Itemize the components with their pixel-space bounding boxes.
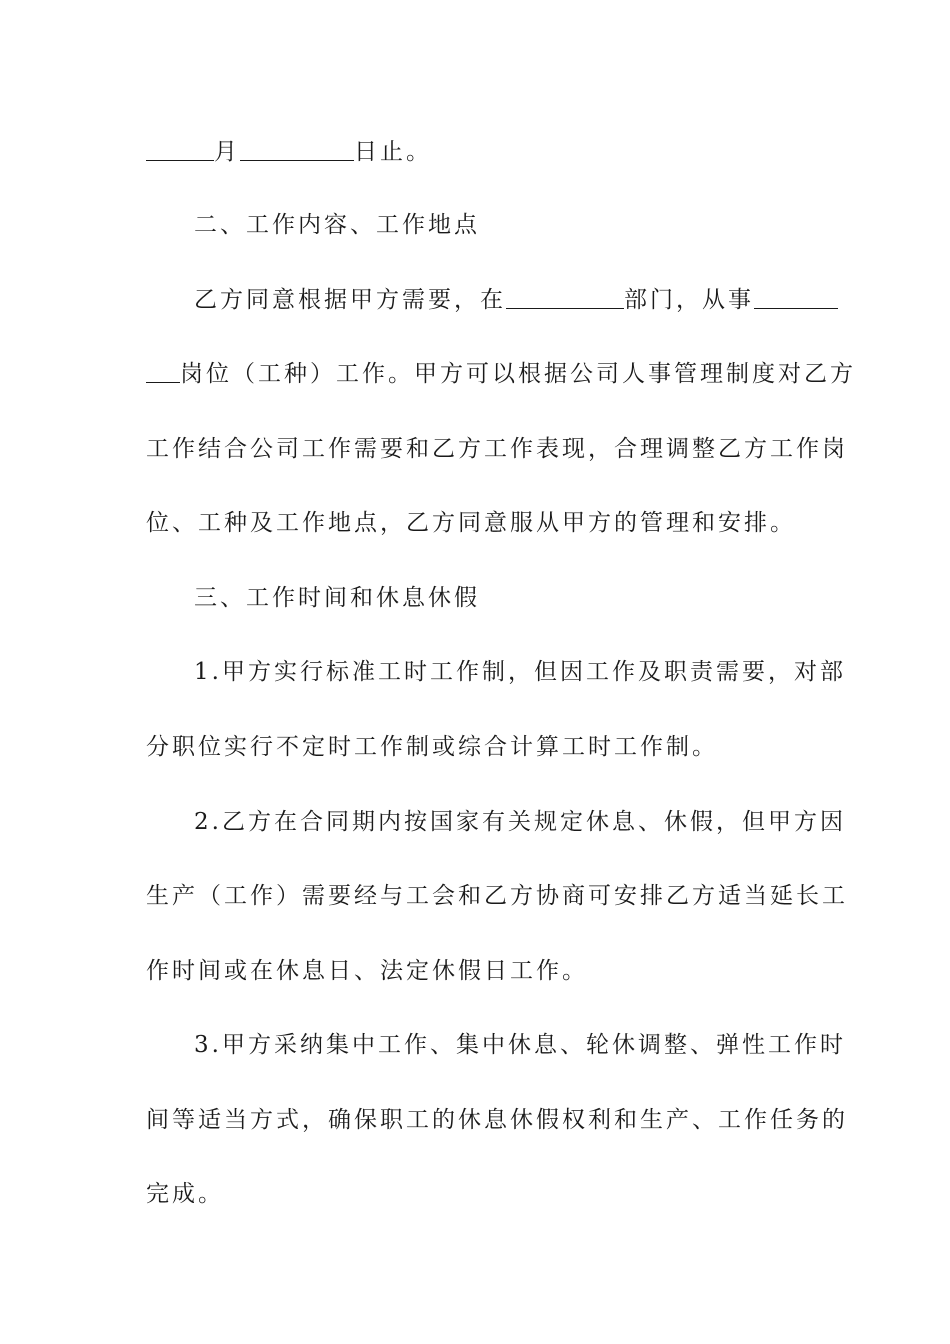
item2-line1: 2.乙方在合同期内按国家有关规定休息、休假，但甲方因 [194, 809, 846, 835]
month-label: 月 [214, 139, 240, 165]
item2-line2: 生产（工作）需要经与工会和乙方协商可安排乙方适当延长工 [146, 883, 848, 909]
section-heading-2: 二、工作内容、工作地点 [194, 212, 480, 238]
para2-text-b: 部门，从事 [624, 287, 754, 313]
position-blank-start [754, 286, 838, 309]
day-blank [240, 138, 354, 161]
item3-line1: 3.甲方采纳集中工作、集中休息、轮休调整、弹性工作时 [194, 1032, 846, 1058]
item2-line3: 作时间或在休息日、法定休假日工作。 [146, 958, 588, 984]
date-end-line [146, 132, 816, 172]
item1-line1: 1.甲方实行标准工时工作制，但因工作及职责需要，对部 [194, 659, 846, 685]
item3-line3: 完成。 [146, 1181, 224, 1207]
day-end-label: 日止。 [354, 139, 432, 165]
para2-line4: 位、工种及工作地点，乙方同意服从甲方的管理和安排。 [146, 510, 796, 536]
month-blank [146, 138, 214, 161]
para2-line2 [146, 354, 856, 394]
para2-line1 [194, 280, 864, 320]
item1-line2: 分职位实行不定时工作制或综合计算工时工作制。 [146, 734, 718, 760]
para2-text-c: 岗位（工种）工作。甲方可以根据公司人事管理制度对乙方 [180, 361, 856, 387]
para2-text-a: 乙方同意根据甲方需要，在 [194, 287, 506, 313]
position-blank-end [146, 360, 180, 383]
section-heading-3: 三、工作时间和休息休假 [194, 585, 480, 611]
item3-line2: 间等适当方式，确保职工的休息休假权利和生产、工作任务的 [146, 1107, 848, 1133]
department-blank [506, 286, 624, 309]
para2-line3: 工作结合公司工作需要和乙方工作表现，合理调整乙方工作岗 [146, 436, 848, 462]
